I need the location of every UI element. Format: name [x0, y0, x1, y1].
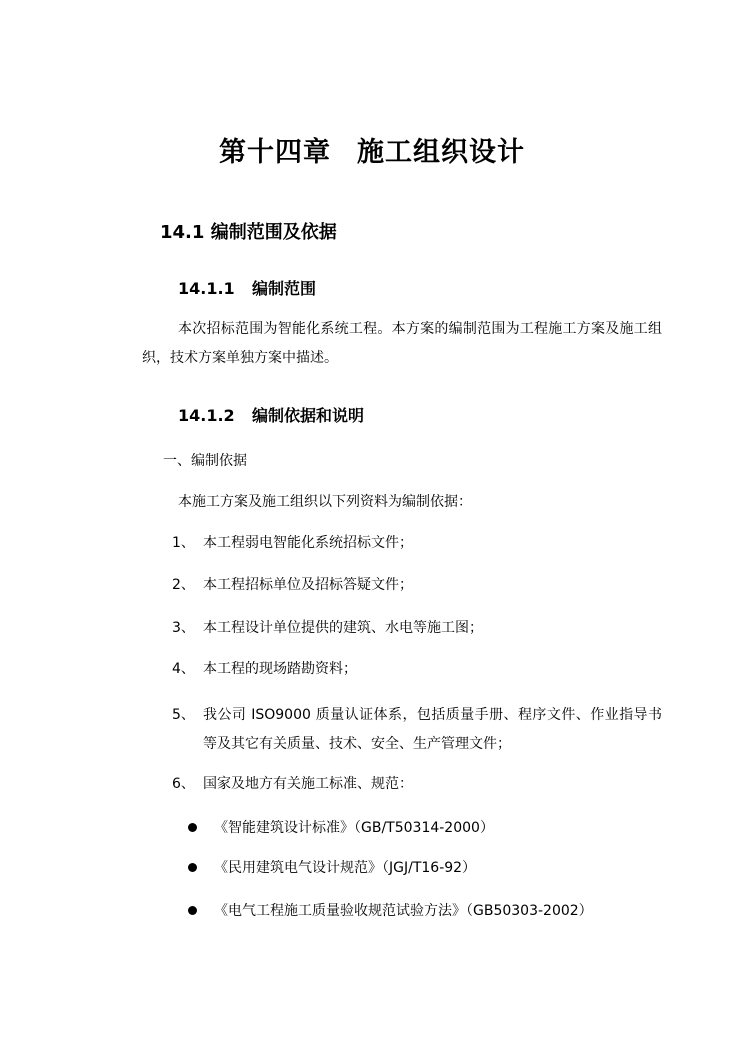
list-item-text: 本工程弱电智能化系统招标文件；: [203, 535, 413, 551]
scope-paragraph: 本次招标范围为智能化系统工程。本方案的编制范围为工程施工方案及施工组织，技术方案单独方案中描述。: [142, 321, 662, 366]
list-item-text: 国家及地方有关施工标准、规范：: [203, 776, 413, 792]
list-item: [172, 571, 662, 600]
standard-text: 《电气工程施工质量验收规范试验方法》（GB50303-2002）: [214, 903, 593, 919]
subsection-title: 编制范围: [252, 279, 317, 298]
list-item: [172, 770, 662, 799]
list-item: [172, 529, 662, 558]
list-item-text: 本工程招标单位及招标答疑文件；: [203, 577, 413, 593]
list-item: [172, 701, 662, 759]
basis-subheading: 一、编制依据: [163, 453, 247, 469]
bullet-dot-icon: [188, 823, 197, 832]
list-item: [172, 655, 662, 684]
subsection-number: 14.1.1: [178, 279, 235, 298]
chapter-title: [0, 130, 744, 169]
list-item: [172, 614, 662, 643]
chapter-name: 施工组织设计: [357, 137, 525, 168]
chapter-number: 第十四章: [219, 137, 331, 168]
standard-text: 《智能建筑设计标准》（GB/T50314-2000）: [214, 820, 494, 836]
list-item-text: 本工程的现场踏勘资料；: [203, 661, 357, 677]
list-item-number: 1、: [172, 535, 195, 551]
subsection-heading-2: [178, 403, 364, 426]
subsection-heading-1: [178, 276, 316, 299]
list-item-number: 6、: [172, 776, 195, 792]
standard-text: 《民用建筑电气设计规范》（JGJ/T16-92）: [214, 860, 477, 876]
subsection-number: 14.1.2: [178, 406, 235, 425]
subsection-title: 编制依据和说明: [252, 406, 365, 425]
list-item-number: 4、: [172, 661, 195, 677]
list-item-number: 5、: [172, 707, 195, 723]
standard-bullet: [188, 901, 593, 921]
list-item-number: 2、: [172, 577, 195, 593]
standard-bullet: [188, 858, 476, 878]
bullet-dot-icon: [188, 906, 197, 915]
section-heading: [160, 218, 337, 244]
standard-bullet: [188, 818, 494, 838]
list-item-text: 本工程设计单位提供的建筑、水电等施工图；: [203, 620, 483, 636]
list-item-number: 3、: [172, 620, 195, 636]
bullet-dot-icon: [188, 863, 197, 872]
section-title: 编制范围及依据: [210, 222, 337, 243]
list-item-text: 我公司 ISO9000 质量认证体系，包括质量手册、程序文件、作业指导书等及其它有关质量、技术、安全、生产管理文件；: [203, 707, 662, 752]
section-number: 14.1: [160, 222, 205, 243]
basis-intro: 本施工方案及施工组织以下列资料为编制依据：: [178, 494, 472, 510]
